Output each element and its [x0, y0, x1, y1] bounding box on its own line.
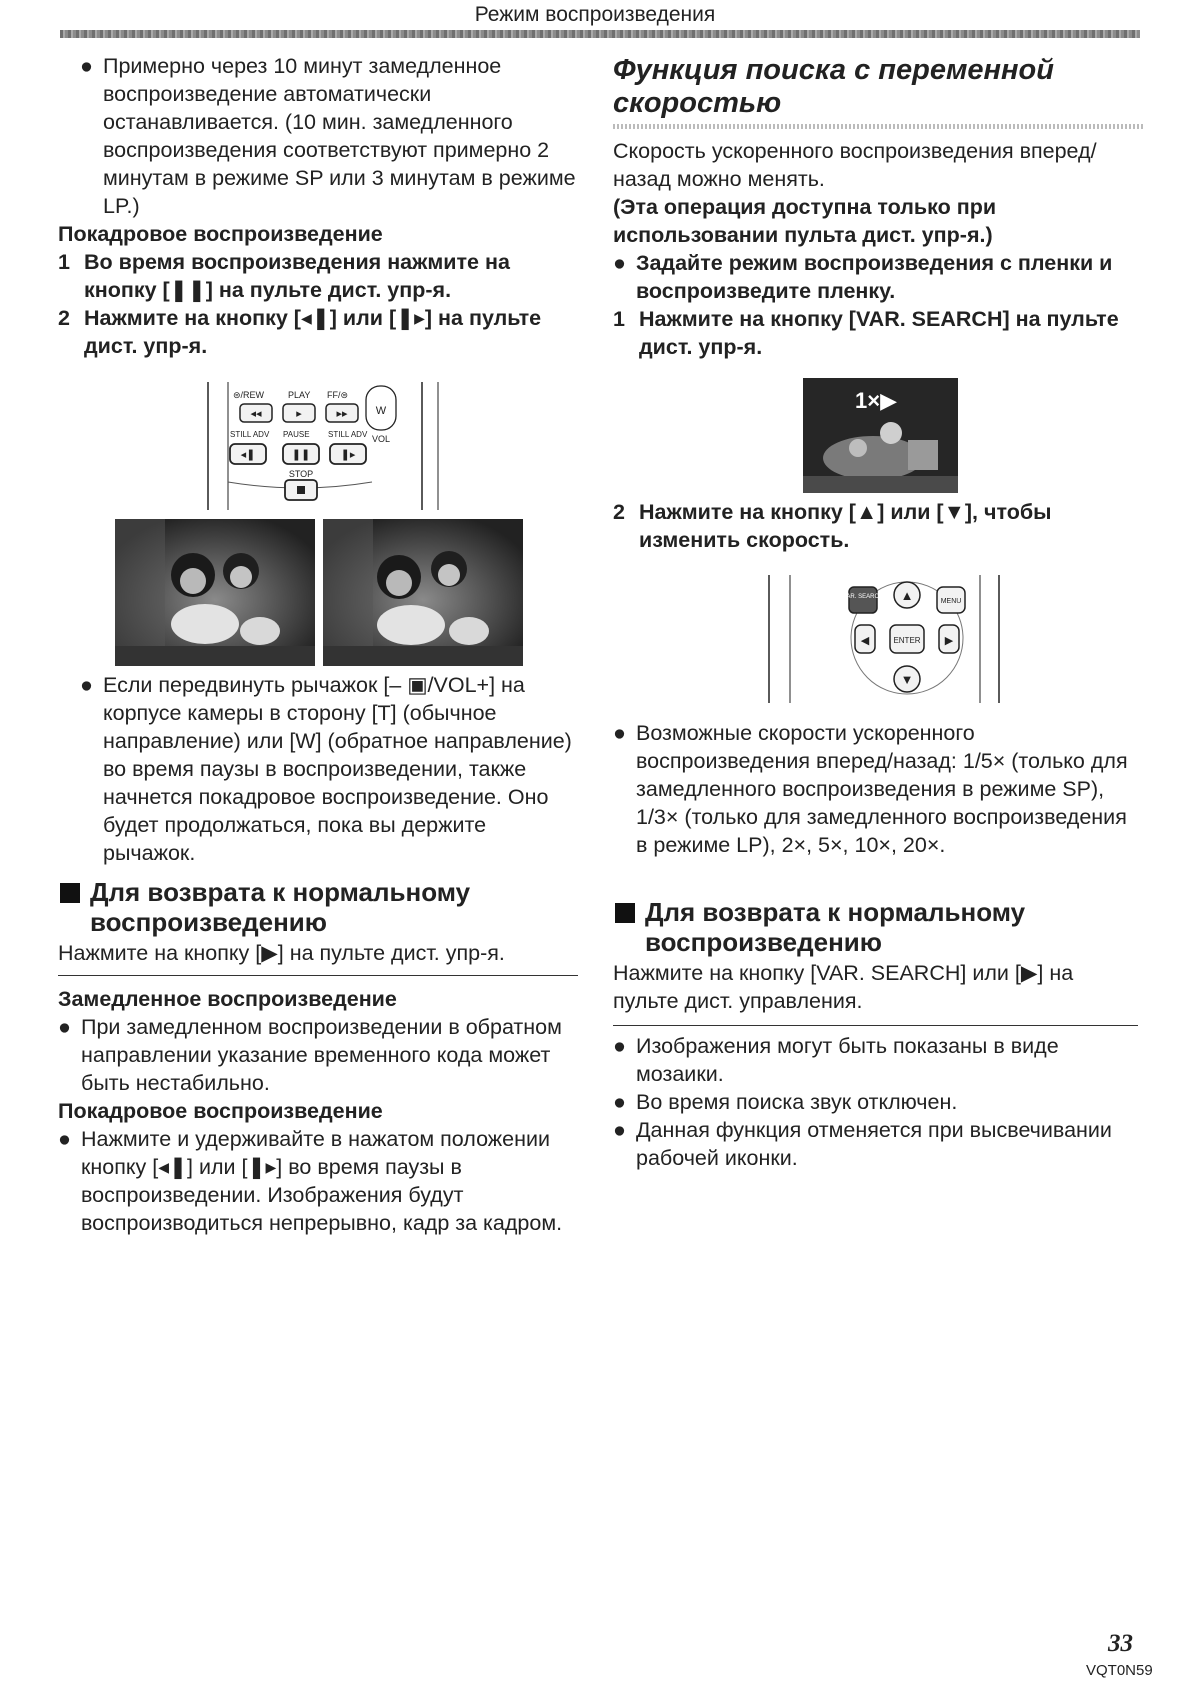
- frame-forward-icon: ❚▸: [340, 449, 356, 461]
- playback-still-photo-1: [115, 519, 315, 666]
- right-notes: [613, 1032, 1143, 1172]
- left-column-bottom: [58, 985, 578, 1237]
- right-intro: Скорость ускоренного воспроизведения вперед/назад можно менять.: [613, 139, 1097, 191]
- left-subheading-frame-2: Покадровое воспроизведение: [58, 1099, 383, 1123]
- still-adv-left-label: STILL ADV: [230, 430, 270, 439]
- left-section-text: Нажмите на кнопку [▶] на пульте дист. упр-я.: [58, 941, 505, 965]
- left-bullet-4: ● Нажмите и удерживайте в нажатом положении кнопку [◂❚] или [❚▸] во время паузы в воспроизведении. Изображения будут воспроизводиться непрерывно, кадр за кадром.: [58, 1127, 563, 1235]
- playback-still-photo-2: [323, 519, 523, 666]
- right-bullet-speeds-block: ● Возможные скорости ускоренного воспроизведения вперед/назад: 1/5× (только для замедленного воспроизведения в режиме SP), 1/3× (только для замедленного воспроизведения в режиме LP), 2×, 5×, 10×, 20×.: [613, 721, 1128, 857]
- left-bullet-lever: ● Если передвинуть рычажок [– ▣/VOL+] на корпусе камеры в сторону [T] (обычное направление) или [W] (обратное направление) во время паузы в воспроизведении, также начнется покадровое воспроизведение. Оно будет продолжаться, пока вы держите рычажок.: [80, 673, 572, 865]
- section-square-icon: [60, 883, 80, 903]
- down-arrow-icon: ▼: [900, 672, 914, 687]
- section-square-icon: [615, 903, 635, 923]
- left-step-2: 2 Нажмите на кнопку [◂❚] или [❚▸] на пульте дист. упр-я.: [58, 306, 542, 358]
- right-divider: [613, 1025, 1138, 1026]
- left-divider: [58, 975, 578, 976]
- right-section-text: Нажмите на кнопку [VAR. SEARCH] или [▶] на пульте дист. управления.: [613, 961, 1074, 1013]
- remote-control-search-illustration: [765, 575, 1005, 703]
- stop-icon: [297, 486, 305, 494]
- remote-control-playback-illustration: [200, 382, 440, 510]
- var-search-label: VAR. SEARCH: [842, 594, 884, 600]
- enter-label: ENTER: [893, 636, 921, 645]
- left-step-1: 1 Во время воспроизведения нажмите на кнопку [❚❚] на пульте дист. упр-я.: [58, 250, 510, 302]
- right-arrow-icon: ▶: [944, 635, 954, 647]
- page-header-title: Режим воспроизведения: [474, 3, 716, 26]
- document-code: VQT0N59: [1086, 1662, 1153, 1679]
- right-step-1: 1 Нажмите на кнопку [VAR. SEARCH] на пульте дист. упр-я.: [613, 307, 1119, 359]
- right-note-2: ● Во время поиска звук отключен.: [613, 1090, 958, 1114]
- right-step-2-block: [613, 498, 1143, 554]
- rew-icon: ◂◂: [250, 408, 262, 420]
- left-section-return: [58, 877, 578, 967]
- stop-label: STOP: [288, 469, 314, 479]
- left-bullet-3: ● При замедленном воспроизведении в обратном направлении указание временного кода может быть нестабильно.: [58, 1015, 562, 1095]
- right-step-2: 2 Нажмите на кнопку [▲] или [▼], чтобы изменить скорость.: [613, 500, 1052, 552]
- right-column-top: [613, 54, 1143, 361]
- play-icon: ▸: [296, 408, 302, 420]
- frame-back-icon: ◂❚: [240, 449, 256, 461]
- right-bullet-1: Возможные скорости ускоренного воспроизведения вперед/назад: 1/5× (только для замедленного воспроизведения в режиме SP), 1/3× (только для замедленного воспроизведения в режиме LP), 2×, 5×, 10×, 20×.: [636, 721, 1128, 857]
- right-note-1: ● Изображения могут быть показаны в виде мозаики.: [613, 1034, 1059, 1086]
- left-subheading-slow: Замедленное воспроизведение: [58, 987, 397, 1011]
- ff-icon: ▸▸: [336, 408, 348, 420]
- left-subheading-frame: Покадровое воспроизведение: [58, 222, 383, 246]
- remote-play-label: PLAY: [288, 390, 311, 400]
- var-search-button[interactable]: [849, 587, 877, 613]
- still-adv-right-label: STILL ADV: [328, 430, 368, 439]
- remote-vol-label: VOL: [371, 434, 391, 444]
- speed-indicator: 1×▶: [855, 388, 898, 413]
- pause-label: PAUSE: [283, 430, 310, 439]
- page-number: 33: [1108, 1630, 1133, 1657]
- left-arrow-icon: ◀: [860, 635, 870, 647]
- up-arrow-icon: ▲: [900, 588, 914, 603]
- remote-rew-label: ⊜/REW: [233, 390, 265, 400]
- remote-w-label: W: [375, 405, 387, 417]
- right-title: Функция поиска с переменной скоростью: [613, 54, 1054, 119]
- left-column-top: [58, 52, 578, 360]
- right-section-heading: Для возврата к нормальному воспроизведению: [613, 897, 1143, 957]
- right-section-return: [613, 897, 1143, 1015]
- left-bullet-1: ● Примерно через 10 минут замедленное воспроизведение автоматически останавливается. (10 мин. замедленного воспроизведения соответствуют примерно 2 минутам в режиме SP или 3 минутам в режиме LP.): [80, 54, 576, 218]
- var-search-screen: [803, 378, 958, 493]
- left-section-heading: Для возврата к нормальному воспроизведению: [58, 877, 578, 937]
- pause-icon: ❚❚: [291, 449, 311, 461]
- left-bullet-2: Если передвинуть рычажок [– ▣/VOL+] на корпусе камеры в сторону [T] (обычное направление) или [W] (обратное направление) во время паузы в воспроизведении, также начнется покадровое воспроизведение. Оно будет продолжаться, пока вы держите рычажок.: [103, 673, 572, 865]
- header-rule: [60, 30, 1140, 38]
- remote-ff-label: FF/⊜: [327, 390, 349, 400]
- right-bullet-bold: ● Задайте режим воспроизведения с пленки и воспроизведите пленку.: [613, 251, 1113, 303]
- right-note-bold: (Эта операция доступна только при использовании пульта дист. упр-я.): [613, 195, 997, 247]
- right-note-3: ● Данная функция отменяется при высвечивании рабочей иконки.: [613, 1118, 1112, 1170]
- menu-label: MENU: [940, 598, 962, 605]
- right-title-underline: [613, 124, 1143, 129]
